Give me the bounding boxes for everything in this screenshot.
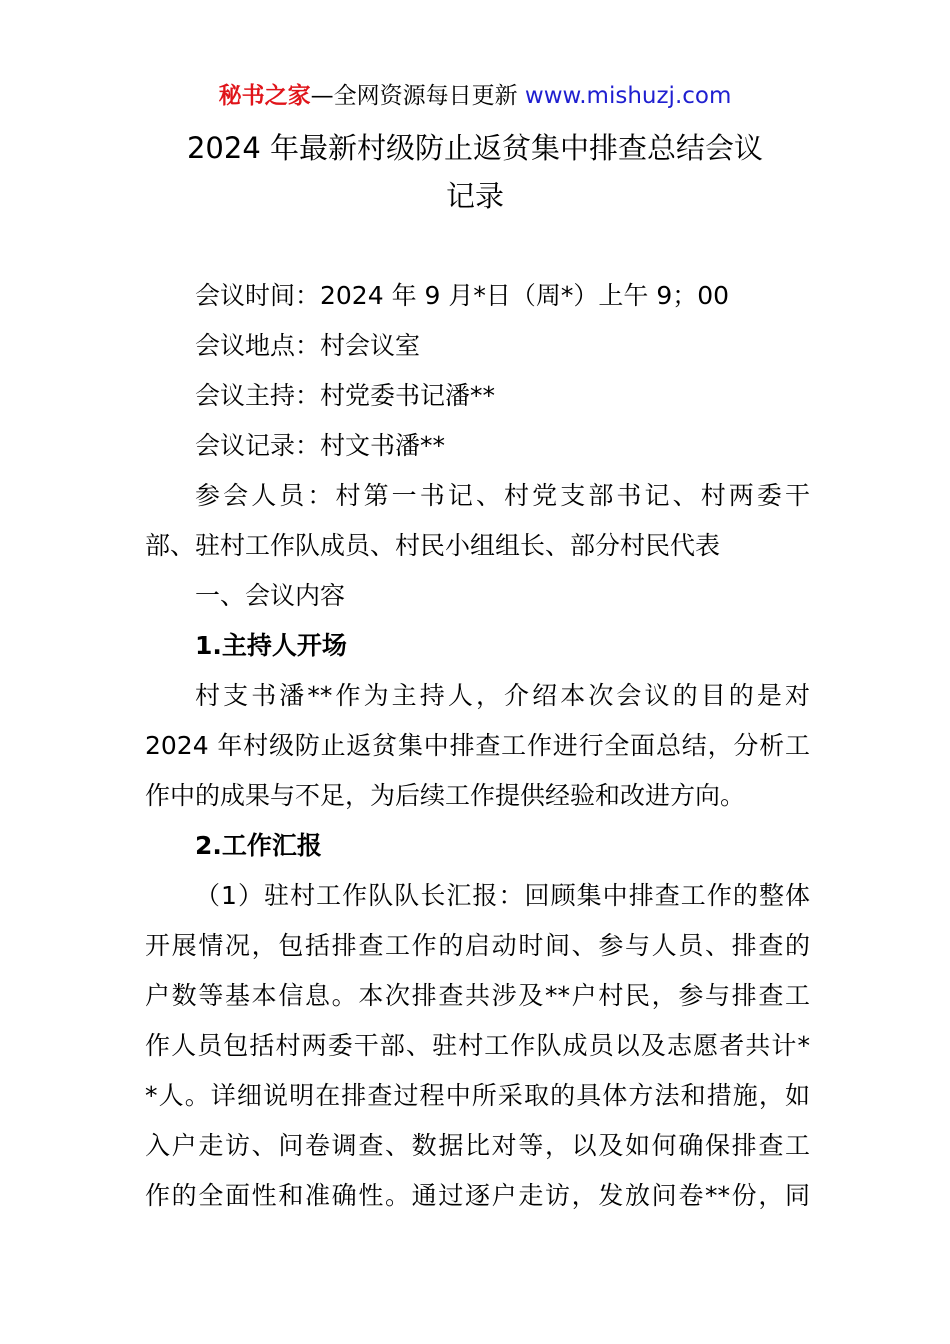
content-heading: 一、会议内容 [195, 581, 346, 610]
section-2-paragraph-line-4: 作人员包括村两委干部、驻村工作队成员以及志愿者共计* [145, 1031, 810, 1060]
meeting-place: 会议地点：村会议室 [195, 331, 421, 360]
section-2-heading: 2.工作汇报 [195, 831, 322, 860]
document-title-line-1: 2024 年最新村级防止返贫集中排查总结会议 [186, 131, 764, 165]
section-2-paragraph-line-2: 开展情况，包括排查工作的启动时间、参与人员、排查的 [145, 931, 810, 960]
meeting-attendees-line-1: 参会人员：村第一书记、村党支部书记、村两委干 [195, 481, 810, 510]
meeting-host: 会议主持：村党委书记潘** [195, 381, 496, 410]
document-title-line-2: 记录 [445, 179, 504, 213]
section-2-paragraph-line-1: （1）驻村工作队队长汇报：回顾集中排查工作的整体 [195, 881, 810, 910]
section-1-paragraph-line-2: 2024 年村级防止返贫集中排查工作进行全面总结，分析工 [145, 731, 810, 760]
meeting-recorder: 会议记录：村文书潘** [195, 431, 446, 460]
header-slogan: —全网资源每日更新 [310, 83, 518, 109]
site-url[interactable]: www.mishuzj.com [524, 83, 732, 109]
brand-name: 秘书之家 [218, 83, 311, 109]
meeting-attendees-line-2: 部、驻村工作队成员、村民小组组长、部分村民代表 [145, 531, 721, 560]
section-2-paragraph-line-5: *人。详细说明在排查过程中所采取的具体方法和措施，如 [145, 1081, 810, 1110]
section-1-heading: 1.主持人开场 [195, 631, 347, 660]
meeting-time: 会议时间：2024 年 9 月*日（周*）上午 9；00 [195, 281, 730, 310]
section-1-paragraph-line-1: 村支书潘**作为主持人，介绍本次会议的目的是对 [195, 681, 810, 710]
section-1-paragraph-line-3: 作中的成果与不足，为后续工作提供经验和改进方向。 [145, 781, 746, 810]
section-2-paragraph-line-3: 户数等基本信息。本次排查共涉及**户村民，参与排查工 [145, 981, 810, 1010]
section-2-paragraph-line-7: 作的全面性和准确性。通过逐户走访，发放问卷**份，同 [145, 1181, 810, 1210]
site-header [0, 78, 950, 114]
section-2-paragraph-line-6: 入户走访、问卷调查、数据比对等，以及如何确保排查工 [145, 1131, 810, 1160]
